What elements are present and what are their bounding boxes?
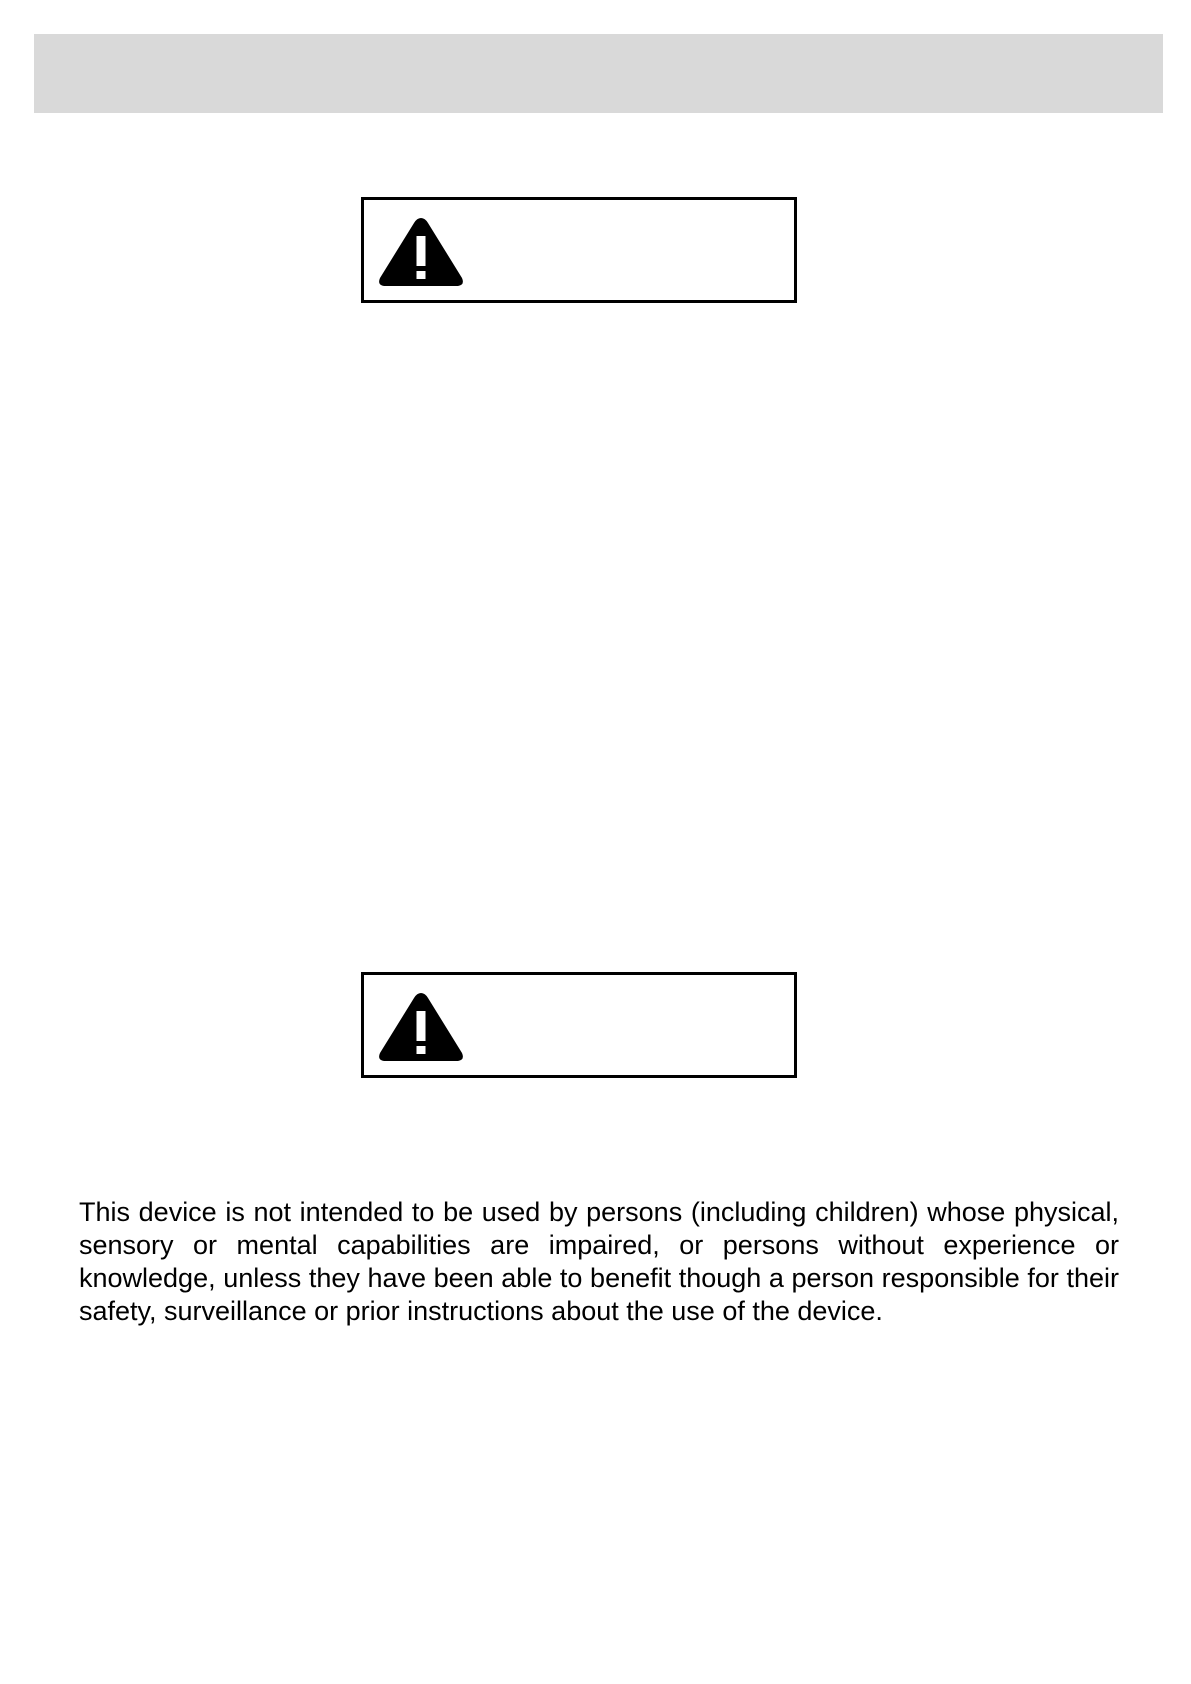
- header-band: [34, 34, 1163, 113]
- warning-triangle-icon: [376, 214, 466, 290]
- warning-triangle-icon: [376, 989, 466, 1065]
- warning-box-top: [361, 197, 797, 303]
- safety-notice-paragraph: This device is not intended to be used by persons (including children) whose physical, sensory or mental capabilities are impaired, or persons without experience or knowledge, unless they have been able to benefit though a person responsible for their safety, surveillance or prior instructions about the use of the device.: [79, 1197, 1119, 1326]
- warning-box-bottom: [361, 972, 797, 1078]
